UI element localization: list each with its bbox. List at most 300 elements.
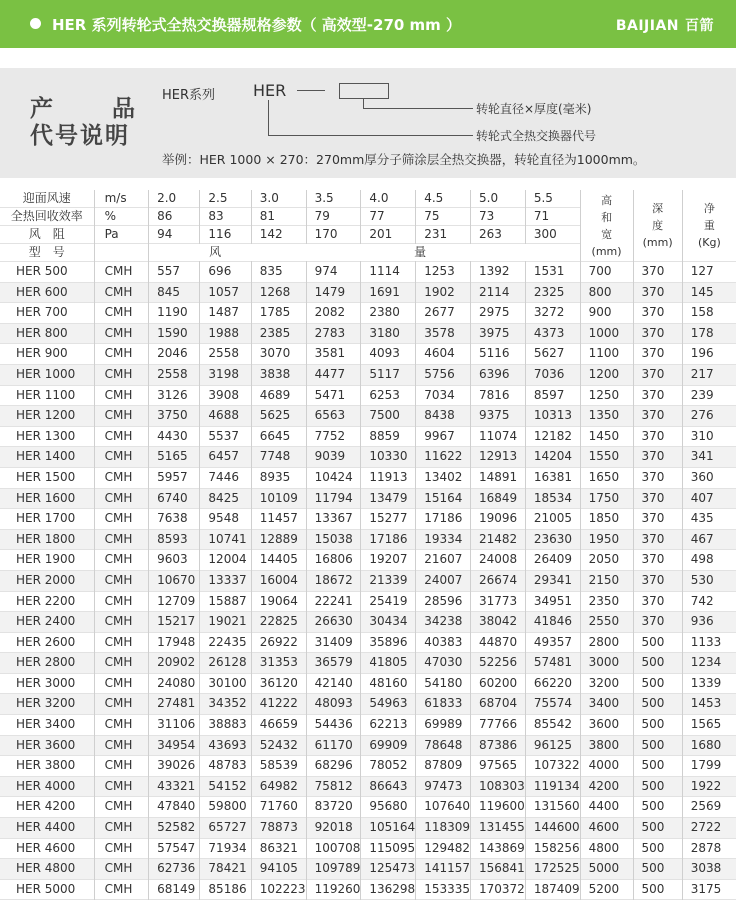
header-unit: m/s xyxy=(94,190,149,208)
row-airflow: 97473 xyxy=(416,776,471,797)
header-value: 4.0 xyxy=(361,190,416,208)
row-depth: 370 xyxy=(633,303,682,324)
row-model: HER 1600 xyxy=(0,488,94,509)
row-airflow: 40383 xyxy=(416,632,471,653)
row-airflow: 10670 xyxy=(149,570,200,591)
header-value: 201 xyxy=(361,226,416,244)
row-airflow: 34951 xyxy=(525,591,580,612)
row-unit: CMH xyxy=(94,756,149,777)
row-model: HER 3400 xyxy=(16,717,76,732)
row-airflow: 3975 xyxy=(471,323,526,344)
row-depth: 370 xyxy=(633,323,682,344)
row-airflow: 42140 xyxy=(306,673,361,694)
header-value: 142 xyxy=(251,226,306,244)
row-airflow: 36120 xyxy=(251,673,306,694)
header-value: 79 xyxy=(306,208,361,226)
row-depth: 370 xyxy=(633,488,682,509)
header-unit: % xyxy=(94,208,149,226)
row-airflow: 1988 xyxy=(200,323,251,344)
row-airflow: 57547 xyxy=(149,838,200,859)
airflow-label-a: 风 xyxy=(209,245,222,259)
row-depth: 500 xyxy=(633,879,682,900)
row-height-width: 3400 xyxy=(580,694,633,715)
row-model: HER 2400 xyxy=(0,612,94,633)
row-airflow: 61170 xyxy=(306,735,361,756)
header-value: 94 xyxy=(149,226,200,244)
row-airflow: 54436 xyxy=(306,715,361,736)
row-airflow: 2385 xyxy=(251,323,306,344)
row-airflow: 7816 xyxy=(471,385,526,406)
header-value: 5.5 xyxy=(525,190,580,208)
row-airflow: 12709 xyxy=(149,591,200,612)
row-airflow: 845 xyxy=(149,282,200,303)
row-weight: 1453 xyxy=(682,694,736,715)
row-airflow: 19096 xyxy=(471,509,526,530)
row-unit: CMH xyxy=(94,406,149,427)
row-airflow: 7036 xyxy=(525,364,580,385)
row-airflow: 26128 xyxy=(200,653,251,674)
row-depth: 370 xyxy=(633,467,682,488)
row-weight: 1922 xyxy=(682,776,736,797)
row-airflow: 54152 xyxy=(200,776,251,797)
row-airflow: 62736 xyxy=(149,859,200,880)
row-airflow: 29341 xyxy=(525,570,580,591)
row-weight: 1133 xyxy=(682,632,736,653)
row-airflow: 48093 xyxy=(306,694,361,715)
connector-line-1-h xyxy=(363,108,473,109)
row-airflow: 86321 xyxy=(251,838,306,859)
row-unit: CMH xyxy=(94,776,149,797)
row-airflow: 125473 xyxy=(361,859,416,880)
row-airflow: 58539 xyxy=(251,756,306,777)
row-depth: 370 xyxy=(633,406,682,427)
row-airflow: 1114 xyxy=(361,262,416,283)
row-airflow: 97565 xyxy=(471,756,526,777)
row-model: HER 1200 xyxy=(0,406,94,427)
row-airflow: 31106 xyxy=(149,715,200,736)
row-airflow: 7752 xyxy=(306,426,361,447)
row-unit: CMH xyxy=(94,612,149,633)
row-depth: 370 xyxy=(633,509,682,530)
row-airflow: 115095 xyxy=(361,838,416,859)
row-height-width: 1350 xyxy=(580,406,633,427)
row-airflow: 34352 xyxy=(200,694,251,715)
row-airflow: 34238 xyxy=(416,612,471,633)
row-airflow: 2380 xyxy=(361,303,416,324)
table-row xyxy=(0,467,736,488)
row-airflow: 7034 xyxy=(416,385,471,406)
row-depth: 370 xyxy=(633,262,682,283)
row-airflow: 107322 xyxy=(525,756,580,777)
row-weight: 435 xyxy=(682,509,736,530)
diameter-box xyxy=(339,83,389,99)
row-airflow: 136298 xyxy=(361,879,416,900)
row-height-width: 3800 xyxy=(580,735,633,756)
row-airflow: 87386 xyxy=(471,735,526,756)
header-value: 86 xyxy=(149,208,200,226)
table-row xyxy=(0,797,736,818)
row-height-width: 4200 xyxy=(580,776,633,797)
row-airflow: 24080 xyxy=(149,673,200,694)
header-value: 75 xyxy=(416,208,471,226)
row-airflow: 65727 xyxy=(200,818,251,839)
row-airflow: 52256 xyxy=(471,653,526,674)
row-airflow: 12004 xyxy=(200,550,251,571)
row-height-width: 2150 xyxy=(580,570,633,591)
row-airflow: 1785 xyxy=(251,303,306,324)
header-value: 5.0 xyxy=(471,190,526,208)
row-airflow: 141157 xyxy=(416,859,471,880)
header-value: 2.5 xyxy=(200,190,251,208)
row-airflow: 2677 xyxy=(416,303,471,324)
row-unit: CMH xyxy=(94,262,149,283)
header-unit: Pa xyxy=(94,226,149,244)
row-unit: CMH xyxy=(94,673,149,694)
row-height-width: 4800 xyxy=(580,838,633,859)
col-header-weight-part: (Kg) xyxy=(697,236,721,249)
row-airflow: 69989 xyxy=(416,715,471,736)
row-airflow: 1190 xyxy=(149,303,200,324)
row-height-width: 3600 xyxy=(580,715,633,736)
row-height-width: 1000 xyxy=(580,323,633,344)
row-height-width: 700 xyxy=(580,262,633,283)
dash-line xyxy=(297,90,325,91)
row-airflow: 17948 xyxy=(149,632,200,653)
row-airflow: 78648 xyxy=(416,735,471,756)
row-airflow: 2783 xyxy=(306,323,361,344)
row-height-width: 800 xyxy=(580,282,633,303)
header-label: 风 阻 xyxy=(28,227,65,241)
col-header-height-width-part: 宽 xyxy=(601,227,613,241)
row-depth: 500 xyxy=(633,818,682,839)
connector-line-2-h xyxy=(268,135,473,136)
row-model: HER 2200 xyxy=(16,593,76,608)
row-airflow: 5537 xyxy=(200,426,251,447)
row-airflow: 26674 xyxy=(471,570,526,591)
brand-logo xyxy=(616,15,714,35)
row-airflow: 131560 xyxy=(525,797,580,818)
header-value: 3.0 xyxy=(251,190,306,208)
row-height-width: 1550 xyxy=(580,447,633,468)
row-unit: CMH xyxy=(94,282,149,303)
row-airflow: 102223 xyxy=(251,879,306,900)
row-weight: 178 xyxy=(682,323,736,344)
row-airflow: 59800 xyxy=(200,797,251,818)
series-label: HER系列 xyxy=(162,88,216,103)
row-unit: CMH xyxy=(94,591,149,612)
row-airflow: 4688 xyxy=(200,406,251,427)
row-unit: CMH xyxy=(94,694,149,715)
row-airflow: 78052 xyxy=(361,756,416,777)
row-airflow: 11794 xyxy=(306,488,361,509)
row-unit: CMH xyxy=(94,385,149,406)
table-row xyxy=(0,488,736,509)
row-airflow: 85542 xyxy=(525,715,580,736)
row-airflow: 75574 xyxy=(525,694,580,715)
row-weight: 1680 xyxy=(682,735,736,756)
row-model: HER 4800 xyxy=(0,859,94,880)
row-airflow: 92018 xyxy=(306,818,361,839)
row-airflow: 109789 xyxy=(306,859,361,880)
row-weight: 498 xyxy=(682,550,736,571)
table-row xyxy=(0,818,736,839)
row-unit: CMH xyxy=(94,323,149,344)
row-airflow: 68704 xyxy=(471,694,526,715)
row-airflow: 39026 xyxy=(149,756,200,777)
table-row xyxy=(0,447,736,468)
row-model: HER 4400 xyxy=(0,818,94,839)
row-airflow: 8597 xyxy=(525,385,580,406)
row-weight: 1234 xyxy=(682,653,736,674)
row-weight: 239 xyxy=(682,385,736,406)
row-airflow: 16004 xyxy=(251,570,306,591)
table-row xyxy=(0,262,736,283)
row-airflow: 7638 xyxy=(149,509,200,530)
row-airflow: 26922 xyxy=(251,632,306,653)
row-weight: 145 xyxy=(682,282,736,303)
row-weight: 2878 xyxy=(682,838,736,859)
row-airflow: 85186 xyxy=(200,879,251,900)
row-airflow: 7500 xyxy=(361,406,416,427)
row-unit: CMH xyxy=(94,303,149,324)
row-airflow: 6563 xyxy=(306,406,361,427)
row-airflow: 19207 xyxy=(361,550,416,571)
row-airflow: 54180 xyxy=(416,673,471,694)
row-airflow: 170372 xyxy=(471,879,526,900)
row-height-width: 1950 xyxy=(580,529,633,550)
row-airflow: 44870 xyxy=(471,632,526,653)
row-airflow: 105164 xyxy=(361,818,416,839)
row-weight: 1339 xyxy=(682,673,736,694)
row-airflow: 62213 xyxy=(361,715,416,736)
brand-name-cn: 百箭 xyxy=(685,18,714,34)
annotation-diameter: 转轮直径×厚度(毫米) xyxy=(476,102,592,116)
row-airflow: 28596 xyxy=(416,591,471,612)
row-weight: 127 xyxy=(682,262,736,283)
row-model: HER 3600 xyxy=(0,735,94,756)
row-height-width: 1850 xyxy=(580,509,633,530)
row-airflow: 54963 xyxy=(361,694,416,715)
row-airflow: 6645 xyxy=(251,426,306,447)
row-airflow: 15277 xyxy=(361,509,416,530)
row-airflow: 68296 xyxy=(306,756,361,777)
row-weight: 217 xyxy=(682,364,736,385)
row-airflow: 9375 xyxy=(471,406,526,427)
row-weight: 2569 xyxy=(682,797,736,818)
row-model: HER 700 xyxy=(16,305,68,320)
header-value: 231 xyxy=(416,226,471,244)
row-airflow: 119600 xyxy=(471,797,526,818)
row-airflow: 5117 xyxy=(361,364,416,385)
row-height-width: 5200 xyxy=(580,879,633,900)
row-model: HER 600 xyxy=(0,282,94,303)
table-row xyxy=(0,323,736,344)
row-model: HER 4000 xyxy=(0,776,94,797)
table-row xyxy=(0,570,736,591)
col-header-depth-part: 深 xyxy=(652,202,664,215)
row-airflow: 11913 xyxy=(361,467,416,488)
row-airflow: 2046 xyxy=(149,344,200,365)
row-weight: 158 xyxy=(682,303,736,324)
row-unit: CMH xyxy=(94,653,149,674)
row-weight: 360 xyxy=(682,467,736,488)
row-airflow: 41805 xyxy=(361,653,416,674)
table-row xyxy=(0,364,736,385)
row-airflow: 8935 xyxy=(251,467,306,488)
row-depth: 370 xyxy=(633,447,682,468)
row-airflow: 24007 xyxy=(416,570,471,591)
row-airflow: 43321 xyxy=(149,776,200,797)
row-airflow: 30100 xyxy=(200,673,251,694)
row-airflow: 19064 xyxy=(251,591,306,612)
row-weight: 2722 xyxy=(682,818,736,839)
row-airflow: 4689 xyxy=(251,385,306,406)
row-airflow: 2558 xyxy=(200,344,251,365)
row-airflow: 22435 xyxy=(200,632,251,653)
row-depth: 500 xyxy=(633,756,682,777)
row-airflow: 153335 xyxy=(416,879,471,900)
row-airflow: 31409 xyxy=(306,632,361,653)
row-airflow: 36579 xyxy=(306,653,361,674)
row-airflow: 49357 xyxy=(525,632,580,653)
row-airflow: 26409 xyxy=(525,550,580,571)
row-airflow: 4430 xyxy=(149,426,200,447)
row-airflow: 31353 xyxy=(251,653,306,674)
row-unit: CMH xyxy=(94,447,149,468)
row-unit: CMH xyxy=(94,632,149,653)
table-row xyxy=(0,426,736,447)
row-airflow: 15217 xyxy=(149,612,200,633)
table-row xyxy=(0,838,736,859)
row-height-width: 1200 xyxy=(580,364,633,385)
row-height-width: 1650 xyxy=(580,467,633,488)
row-airflow: 2114 xyxy=(471,282,526,303)
row-airflow: 2558 xyxy=(149,364,200,385)
row-airflow: 118309 xyxy=(416,818,471,839)
row-airflow: 1268 xyxy=(251,282,306,303)
row-airflow: 172525 xyxy=(525,859,580,880)
connector-line-2-v xyxy=(268,100,269,135)
row-airflow: 64982 xyxy=(251,776,306,797)
row-depth: 500 xyxy=(633,673,682,694)
code-section-title xyxy=(30,96,194,150)
annotation-code: 转轮式全热交换器代号 xyxy=(476,129,597,143)
header-value: 77 xyxy=(361,208,416,226)
row-airflow: 15887 xyxy=(200,591,251,612)
table-row xyxy=(0,612,736,633)
row-airflow: 48160 xyxy=(361,673,416,694)
row-airflow: 41846 xyxy=(525,612,580,633)
row-airflow: 557 xyxy=(149,262,200,283)
row-airflow: 13402 xyxy=(416,467,471,488)
row-depth: 500 xyxy=(633,653,682,674)
row-airflow: 974 xyxy=(306,262,361,283)
row-airflow: 46659 xyxy=(251,715,306,736)
row-airflow: 12182 xyxy=(525,426,580,447)
table-row xyxy=(0,715,736,736)
row-airflow: 3070 xyxy=(251,344,306,365)
row-airflow: 7446 xyxy=(200,467,251,488)
row-airflow: 2975 xyxy=(471,303,526,324)
row-airflow: 4093 xyxy=(361,344,416,365)
row-model: HER 3000 xyxy=(16,675,76,690)
row-airflow: 3272 xyxy=(525,303,580,324)
row-airflow: 35896 xyxy=(361,632,416,653)
row-airflow: 13367 xyxy=(306,509,361,530)
row-model: HER 1300 xyxy=(16,428,76,443)
row-model: HER 1700 xyxy=(16,511,76,526)
row-airflow: 9603 xyxy=(149,550,200,571)
row-airflow: 3198 xyxy=(200,364,251,385)
row-airflow: 11074 xyxy=(471,426,526,447)
row-airflow: 1253 xyxy=(416,262,471,283)
page-title: HER 系列转轮式全热交换器规格参数（ 高效型-270 mm ） xyxy=(52,16,462,34)
connector-line-1-v xyxy=(363,98,364,108)
header-value: 3.5 xyxy=(306,190,361,208)
row-airflow: 11622 xyxy=(416,447,471,468)
row-airflow: 25419 xyxy=(361,591,416,612)
row-airflow: 19021 xyxy=(200,612,251,633)
row-airflow: 9039 xyxy=(306,447,361,468)
row-airflow: 143869 xyxy=(471,838,526,859)
row-airflow: 131455 xyxy=(471,818,526,839)
row-airflow: 3126 xyxy=(149,385,200,406)
row-airflow: 6396 xyxy=(471,364,526,385)
row-unit: CMH xyxy=(94,344,149,365)
row-airflow: 9967 xyxy=(416,426,471,447)
row-airflow: 835 xyxy=(251,262,306,283)
row-weight: 407 xyxy=(682,488,736,509)
row-weight: 530 xyxy=(682,570,736,591)
row-airflow: 1479 xyxy=(306,282,361,303)
row-airflow: 22241 xyxy=(306,591,361,612)
row-airflow: 10313 xyxy=(525,406,580,427)
row-airflow: 83720 xyxy=(306,797,361,818)
row-airflow: 16849 xyxy=(471,488,526,509)
row-depth: 370 xyxy=(633,282,682,303)
col-header-weight xyxy=(682,190,736,262)
row-weight: 742 xyxy=(682,591,736,612)
row-model: HER 2800 xyxy=(0,653,94,674)
row-airflow: 10741 xyxy=(200,529,251,550)
row-airflow: 5957 xyxy=(149,467,200,488)
header-label: 全热回收效率 xyxy=(10,209,83,223)
row-airflow: 60200 xyxy=(471,673,526,694)
row-airflow: 8438 xyxy=(416,406,471,427)
row-airflow: 3180 xyxy=(361,323,416,344)
row-airflow: 87809 xyxy=(416,756,471,777)
col-header-weight-part: 净 xyxy=(703,202,715,215)
table-row xyxy=(0,550,736,571)
row-model: HER 4600 xyxy=(16,840,76,855)
row-airflow: 77766 xyxy=(471,715,526,736)
row-airflow: 47840 xyxy=(149,797,200,818)
row-airflow: 78421 xyxy=(200,859,251,880)
header-value: 71 xyxy=(525,208,580,226)
row-airflow: 16381 xyxy=(525,467,580,488)
row-airflow: 9548 xyxy=(200,509,251,530)
row-model: HER 1900 xyxy=(16,552,76,567)
row-airflow: 68149 xyxy=(149,879,200,900)
row-height-width: 2050 xyxy=(580,550,633,571)
code-title-char-2: 品 xyxy=(112,96,137,122)
table-row xyxy=(0,529,736,550)
row-airflow: 107640 xyxy=(416,797,471,818)
row-depth: 500 xyxy=(633,694,682,715)
row-depth: 370 xyxy=(633,591,682,612)
row-unit: CMH xyxy=(94,838,149,859)
row-height-width: 1100 xyxy=(580,344,633,365)
